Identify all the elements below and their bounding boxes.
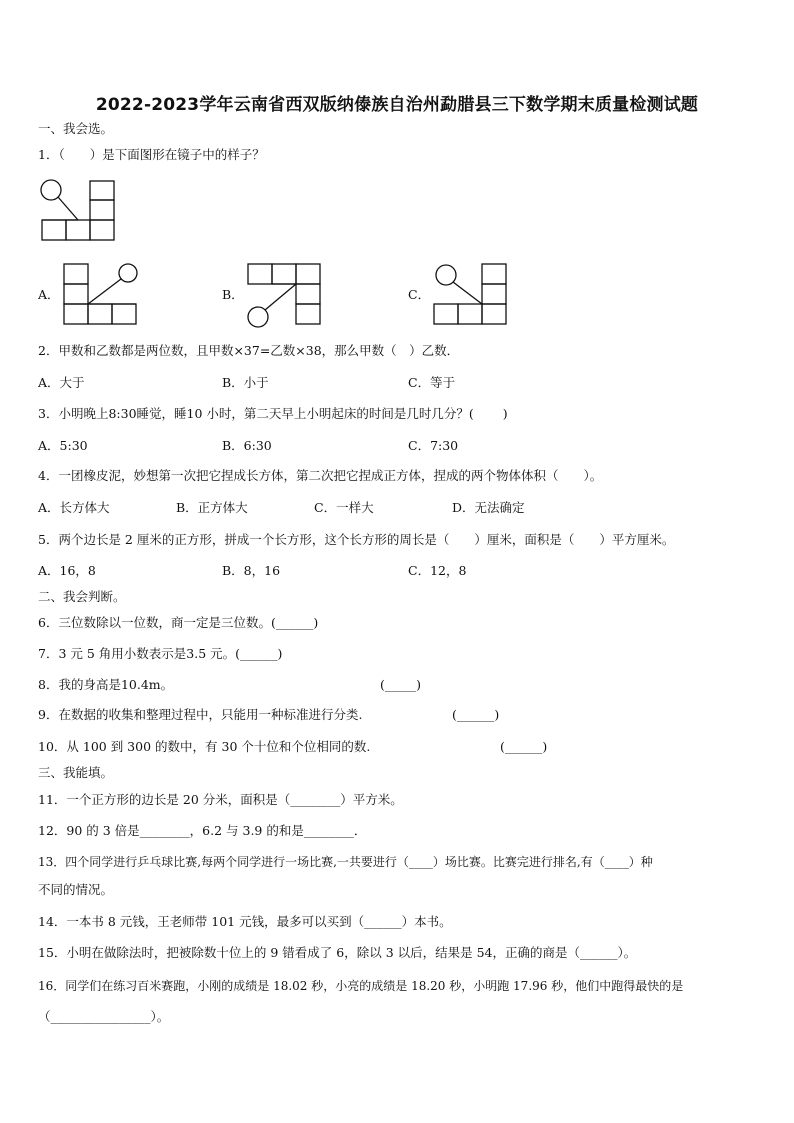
question-5-stem: 5．两个边长是 2 厘米的正方形，拼成一个长方形，这个长方形的周长是（ ）厘米，面积是（ ）平方厘米。: [38, 532, 675, 547]
question-3-stem: 3．小明晚上8:30睡觉，睡10 小时，第二天早上小明起床的时间是几时几分？( ): [38, 406, 508, 421]
question-12: 12．90 的 3 倍是________，6.2 与 3.9 的和是________．: [38, 823, 367, 838]
question-5-option-b[interactable]: B．8，16: [222, 563, 281, 578]
question-6: 6．三位数除以一位数，商一定是三位数。(______): [38, 615, 319, 630]
question-1-stem: 1．（ ）是下面图形在镜子中的样子？: [38, 147, 265, 162]
question-1-option-b-figure[interactable]: [244, 262, 328, 330]
question-13-line-1: 13．四个同学进行乒乓球比赛,每两个同学进行一场比赛,一共要进行（____）场比赛。比赛完进行排名,有（____）种: [38, 855, 653, 869]
question-1-option-a[interactable]: A．: [38, 287, 60, 302]
question-10: 10．从 100 到 300 的数中，有 30 个十位和个位相同的数.: [38, 739, 371, 754]
question-8: 8．我的身高是10.4m。: [38, 677, 174, 692]
question-14: 14．一本书 8 元钱，王老师带 101 元钱，最多可以买到（______）本书。: [38, 914, 452, 929]
question-5-option-a[interactable]: A．16，8: [38, 563, 96, 578]
question-4-option-b[interactable]: B．正方体大: [176, 500, 248, 515]
question-1-option-a-figure[interactable]: [62, 262, 142, 328]
question-2-stem: 2．甲数和乙数都是两位数，且甲数×37=乙数×38，那么甲数（ ）乙数．: [38, 343, 460, 358]
question-4-stem: 4．一团橡皮泥，妙想第一次把它捏成长方体，第二次把它捏成正方体，捏成的两个物体体积（ ）。: [38, 468, 603, 483]
question-4-option-a[interactable]: A．长方体大: [38, 500, 110, 515]
question-11: 11．一个正方形的边长是 20 分米，面积是（________）平方米。: [38, 792, 403, 807]
question-8-answer-blank[interactable]: (_____): [380, 677, 422, 692]
question-1-figure: [36, 176, 116, 244]
question-13-line-2: 不同的情况。: [38, 882, 114, 897]
question-4-option-c[interactable]: C．一样大: [314, 500, 374, 515]
question-2-option-b[interactable]: B．小于: [222, 375, 269, 390]
question-3-option-a[interactable]: A．5:30: [38, 438, 88, 453]
question-1-option-c-figure[interactable]: [432, 262, 514, 328]
question-9-answer-blank[interactable]: (______): [452, 707, 500, 722]
question-3-option-b[interactable]: B．6:30: [222, 438, 272, 453]
question-7: 7．3 元 5 角用小数表示是3.5 元。(______): [38, 646, 283, 661]
section-heading-judge: 二、我会判断。: [38, 589, 126, 604]
question-4-option-d[interactable]: D．无法确定: [452, 500, 525, 515]
question-16-line-1: 16．同学们在练习百米赛跑，小刚的成绩是 18.02 秒，小亮的成绩是 18.20 秒，小明跑 17.96 秒，他们中跑得最快的是: [38, 979, 684, 993]
question-1-option-b[interactable]: B．: [222, 287, 244, 302]
section-heading-choose: 一、我会选。: [38, 121, 114, 136]
question-5-option-c[interactable]: C．12，8: [408, 563, 467, 578]
question-16-line-2: （________________）。: [38, 1009, 170, 1024]
question-9: 9．在数据的收集和整理过程中，只能用一种标准进行分类.: [38, 707, 363, 722]
question-2-option-a[interactable]: A．大于: [38, 375, 85, 390]
question-1-option-c[interactable]: C．: [408, 287, 431, 302]
question-2-option-c[interactable]: C．等于: [408, 375, 456, 390]
section-heading-fill: 三、我能填。: [38, 765, 114, 780]
question-15: 15．小明在做除法时，把被除数十位上的 9 错看成了 6，除以 3 以后，结果是 54，正确的商是（______）。: [38, 945, 637, 960]
page-title: 2022-2023学年云南省西双版纳傣族自治州勐腊县三下数学期末质量检测试题: [95, 95, 699, 115]
question-3-option-c[interactable]: C．7:30: [408, 438, 459, 453]
question-10-answer-blank[interactable]: (______): [500, 739, 548, 754]
